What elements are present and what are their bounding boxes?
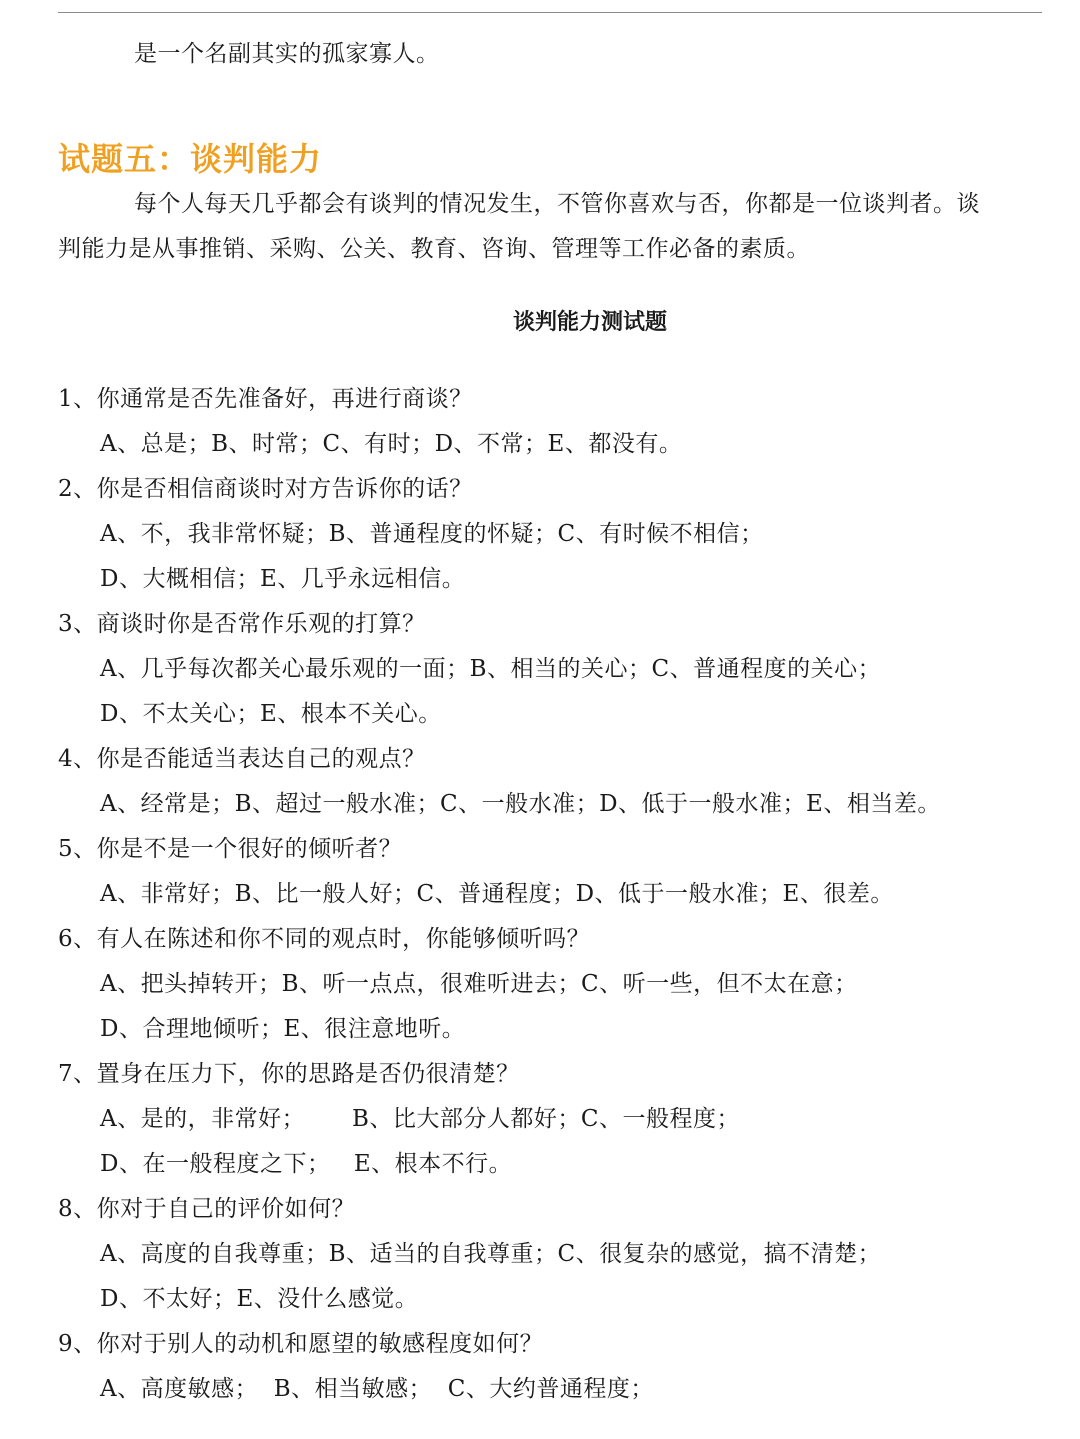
intro-tail-text: 是一个名副其实的孤家寡人。 — [134, 41, 440, 67]
question-2-options-line-1: A、不，我非常怀疑；B、普通程度的怀疑；C、有时候不相信； — [100, 521, 764, 547]
question-9: 9、你对于别人的动机和愿望的敏感程度如何？ — [58, 1331, 544, 1357]
question-6-options-line-1: A、把头掉转开；B、听一点点，很难听进去；C、听一些，但不太在意； — [100, 971, 858, 997]
question-4-options: A、经常是；B、超过一般水准；C、一般水准；D、低于一般水准；E、相当差。 — [100, 791, 941, 817]
question-8-options-line-2: D、不太好；E、没什么感觉。 — [100, 1286, 419, 1312]
question-6: 6、有人在陈述和你不同的观点时，你能够倾听吗？ — [58, 926, 591, 952]
section-title: 试题五：谈判能力 — [58, 140, 323, 178]
question-3: 3、商谈时你是否常作乐观的打算？ — [58, 611, 426, 637]
question-1: 1、你通常是否先准备好，再进行商谈？ — [58, 386, 473, 412]
question-2-options-line-2: D、大概相信；E、几乎永远相信。 — [100, 566, 466, 592]
section-paragraph-line-2: 判能力是从事推销、采购、公关、教育、咨询、管理等工作必备的素质。 — [58, 236, 810, 262]
question-4: 4、你是否能适当表达自己的观点？ — [58, 746, 426, 772]
question-7: 7、置身在压力下，你的思路是否仍很清楚？ — [58, 1061, 520, 1087]
question-7-options-line-1: A、是的，非常好； B、比大部分人都好；C、一般程度； — [100, 1106, 740, 1132]
question-5: 5、你是不是一个很好的倾听者？ — [58, 836, 403, 862]
test-title: 谈判能力测试题 — [512, 310, 667, 335]
question-7-options-line-2: D、在一般程度之下； E、根本不行。 — [100, 1151, 513, 1177]
question-2: 2、你是否相信商谈时对方告诉你的话？ — [58, 476, 473, 502]
page-top-rule — [58, 12, 1042, 13]
question-8: 8、你对于自己的评价如何？ — [58, 1196, 356, 1222]
question-3-options-line-2: D、不太关心；E、根本不关心。 — [100, 701, 442, 727]
question-3-options-line-1: A、几乎每次都关心最乐观的一面；B、相当的关心；C、普通程度的关心； — [100, 656, 882, 682]
question-8-options-line-1: A、高度的自我尊重；B、适当的自我尊重；C、很复杂的感觉，搞不清楚； — [100, 1241, 882, 1267]
section-paragraph-line-1: 每个人每天几乎都会有谈判的情况发生，不管你喜欢与否，你都是一位谈判者。谈 — [134, 191, 980, 217]
question-9-options-line-1: A、高度敏感； B、相当敏感； C、大约普通程度； — [100, 1376, 654, 1402]
question-1-options: A、总是；B、时常；C、有时；D、不常；E、都没有。 — [100, 431, 683, 457]
question-5-options: A、非常好；B、比一般人好；C、普通程度；D、低于一般水准；E、很差。 — [100, 881, 894, 907]
question-6-options-line-2: D、合理地倾听；E、很注意地听。 — [100, 1016, 466, 1042]
